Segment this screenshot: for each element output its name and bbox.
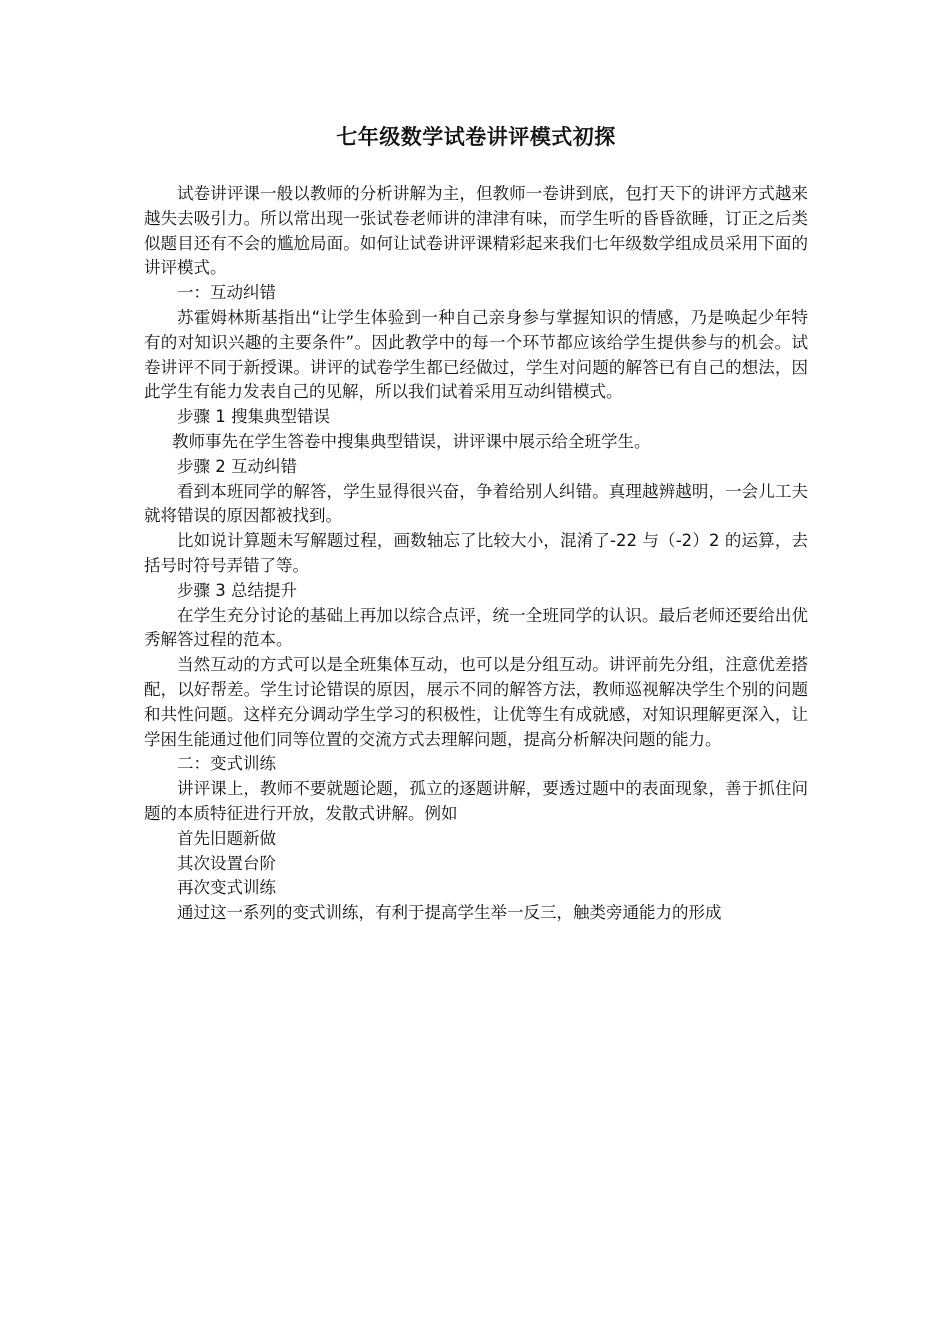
step2-title: 步骤 2 互动纠错	[177, 456, 297, 476]
step2-example: 比如说计算题未写解题过程，画数轴忘了比较大小，混淆了-22 与（-2）2 的运算，去括号时符号弄错了等。	[144, 531, 808, 575]
section-heading-interactive-correction: 一：互动纠错	[177, 283, 276, 303]
document-body	[144, 120, 808, 926]
section1-intro-paragraph: 苏霍姆林斯基指出“让学生体验到一种自己亲身参与掌握知识的情感，乃是唤起少年特有的对知识兴趣的主要条件”。因此教学中的每一个环节都应该给学生提供参与的机会。试卷讲评不同于新授课。讲评的试卷学生都已经做过，学生对问题的解答已有自己的想法，因此学生有能力发表自己的见解，所以我们试着采用互动纠错模式。	[144, 307, 808, 402]
section1-closing-paragraph: 当然互动的方式可以是全班集体互动，也可以是分组互动。讲评前先分组，注意优差搭配，以好帮差。学生讨论错误的原因，展示不同的解答方法，教师巡视解决学生个别的问题和共性问题。这样充分调动学生学习的积极性，让优等生有成就感，对知识理解更深入，让学困生能通过他们同等位置的交流方式去理解问题，提高分析解决问题的能力。	[144, 655, 808, 749]
section-heading-variant-training: 二：变式训练	[177, 754, 276, 774]
step2-text: 看到本班同学的解答，学生显得很兴奋，争着给别人纠错。真理越辨越明，一会儿工夫就将错误的原因都被找到。	[144, 481, 808, 526]
step3-title: 步骤 3 总结提升	[177, 580, 297, 600]
variant-item-2: 其次设置台阶	[177, 853, 276, 873]
section2-closing-paragraph: 通过这一系列的变式训练，有利于提高学生举一反三，触类旁通能力的形成	[177, 903, 722, 923]
step1-title: 步骤 1 搜集典型错误	[177, 407, 330, 427]
intro-paragraph: 试卷讲评课一般以教师的分析讲解为主，但教师一卷讲到底，包打天下的讲评方式越来越失去吸引力。所以常出现一张试卷老师讲的津津有味，而学生听的昏昏欲睡，订正之后类似题目还有不会的尴尬局面。如何让试卷讲评课精彩起来我们七年级数学组成员采用下面的讲评模式。	[144, 184, 808, 278]
step3-text: 在学生充分讨论的基础上再加以综合点评，统一全班同学的认识。最后老师还要给出优秀解答过程的范本。	[144, 605, 808, 650]
document-title: 七年级数学试卷讲评模式初探	[336, 125, 616, 149]
section2-intro-paragraph: 讲评课上，教师不要就题论题，孤立的逐题讲解，要透过题中的表面现象，善于抓住问题的本质特征进行开放，发散式讲解。例如	[144, 779, 808, 823]
variant-item-1: 首先旧题新做	[177, 828, 276, 848]
variant-item-3: 再次变式训练	[177, 878, 276, 898]
step1-text: 教师事先在学生答卷中搜集典型错误，讲评课中展示给全班学生。	[172, 431, 651, 451]
